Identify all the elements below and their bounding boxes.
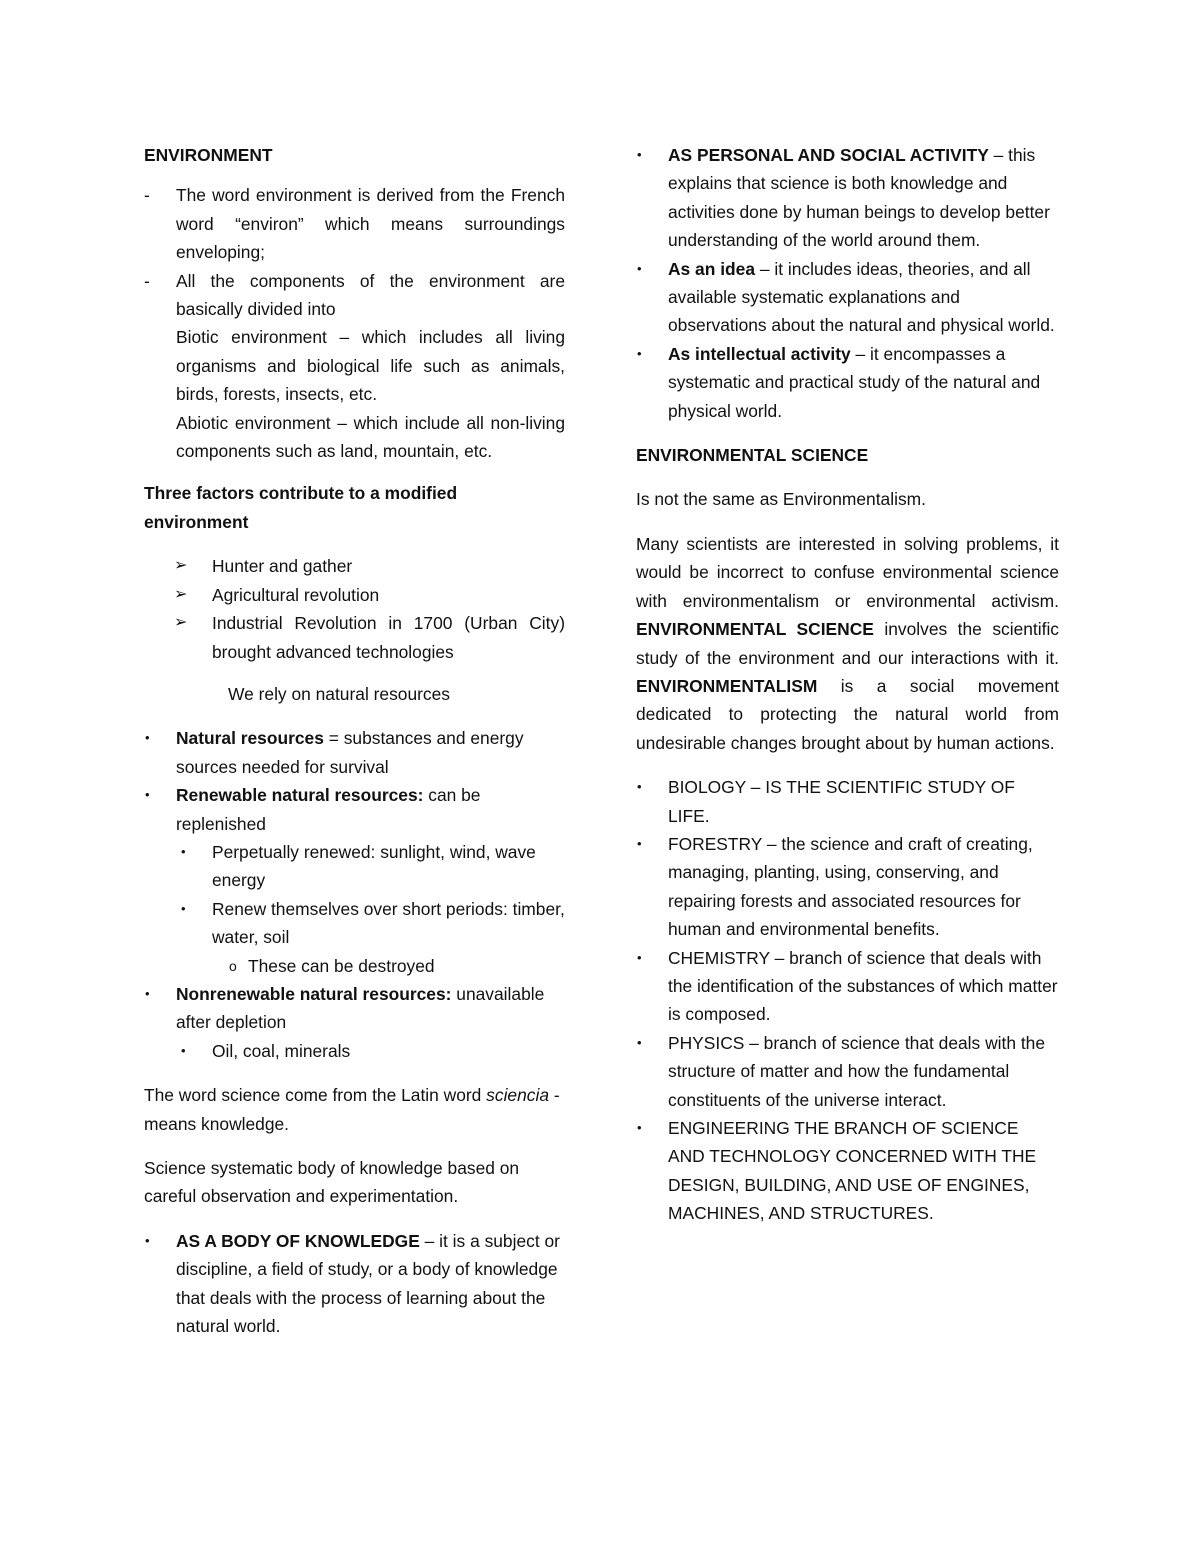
list-item (636, 773, 1059, 830)
factor-item (144, 609, 565, 666)
text: is a social movement dedicated to protecting the natural world from undesirable changes brought about by human actions. (636, 675, 1059, 753)
arrow-bullet-icon: ➢ (174, 614, 188, 632)
definition: – it encompasses a systematic and practical study of the natural and physical world. (668, 343, 1041, 421)
list-item (636, 340, 1059, 425)
list-item (144, 781, 565, 838)
environmental-science-heading: ENVIRONMENTAL SCIENCE (636, 445, 869, 466)
resources-list (144, 724, 565, 1065)
definition: – it includes ideas, theories, and all available systematic explanations and observations about the natural and physical world. (668, 258, 1055, 336)
rely-line: We rely on natural resources (228, 683, 450, 704)
science-origin (144, 1081, 565, 1138)
abiotic-definition: Abiotic environment – which include all non-living components such as land, mountain, etc. (176, 412, 565, 462)
item-text: ENGINEERING THE BRANCH OF SCIENCE AND TECHNOLOGY CONCERNED WITH THE DESIGN, BUILDING, AND USE OF ENGINES, MACHINES, AND STRUCTURES. (668, 1118, 1037, 1224)
definition: = substances and energy sources needed for survival (176, 728, 524, 777)
list-item (636, 141, 1059, 255)
text: involves the scientific study of the environment and our interactions with it. (636, 619, 1060, 668)
bullet-icon: • (181, 900, 186, 916)
bullet-icon: • (637, 260, 642, 276)
list-item (636, 944, 1059, 1029)
term: As intellectual activity (668, 343, 851, 364)
term: Renewable natural resources: (176, 785, 424, 806)
term: As an idea (668, 258, 755, 279)
definition: – it is a subject or discipline, a field of study, or a body of knowledge that deals with the process of learning about the natural world. (176, 1230, 560, 1337)
definition: – this explains that science is both knowledge and activities done by human beings to develop better understanding of the world around them. (668, 145, 1050, 251)
bullet-icon: • (637, 1120, 642, 1135)
factor-text: Hunter and gather (212, 556, 353, 577)
item-text: FORESTRY – the science and craft of creating, managing, planting, using, conserving, and repairing forests and associated resources for human and environmental benefits. (668, 833, 1033, 940)
latin-word: sciencia (486, 1085, 550, 1106)
term: ENVIRONMENTALISM (636, 675, 818, 696)
factor-text: Agricultural revolution (212, 584, 380, 605)
item-text: These can be destroyed (248, 955, 435, 976)
environment-dash-item-2 (144, 267, 565, 324)
factors-list (144, 552, 565, 666)
list-item (144, 1227, 565, 1341)
right-column (636, 141, 1059, 1228)
bullet-icon: • (637, 345, 642, 361)
list-item (636, 1114, 1059, 1228)
dash-text: The word environment is derived from the French word “environ” which means surroundings enveloping; (176, 185, 565, 263)
environment-dash-item-1 (144, 181, 565, 266)
dash-marker: - (144, 185, 150, 206)
term: ENVIRONMENTAL SCIENCE (636, 619, 874, 640)
factor-item (144, 581, 565, 609)
arrow-bullet-icon: ➢ (174, 557, 188, 575)
factor-item (144, 552, 565, 580)
bullet-icon: • (637, 779, 642, 795)
list-item (144, 838, 565, 895)
term: AS PERSONAL AND SOCIAL ACTIVITY (668, 145, 989, 165)
list-item (636, 255, 1059, 340)
item-text: BIOLOGY – IS THE SCIENTIFIC STUDY OF LIFE. (668, 777, 1015, 826)
science-definition: Science systematic body of knowledge based on careful observation and experimentation. (144, 1158, 520, 1207)
bullet-icon: • (637, 949, 642, 965)
item-text: Renew themselves over short periods: timber, water, soil (212, 898, 565, 948)
list-item (144, 724, 565, 781)
bullet-icon: • (637, 835, 642, 851)
text: - means knowledge. (144, 1085, 560, 1134)
environmental-science-paragraph (636, 530, 1059, 757)
text: Many scientists are interested in solving problems, it would be incorrect to confuse environmental science with environmentalism or environmental activism. (636, 533, 1059, 611)
bullet-icon: • (145, 985, 150, 1001)
dash-text: All the components of the environment are basically divided into (176, 270, 565, 320)
definition: unavailable after depletion (176, 983, 545, 1033)
item-text: CHEMISTRY – branch of science that deals with the identification of the substances of which matter is composed. (668, 947, 1058, 1025)
item-text: PHYSICS – branch of science that deals with the structure of matter and how the fundamental constituents of the universe interact. (668, 1032, 1045, 1110)
bullet-icon: • (637, 1034, 642, 1050)
definition: can be replenished (176, 785, 481, 834)
branches-list (636, 773, 1059, 1228)
text: The word science come from the Latin word (144, 1085, 487, 1106)
list-item (144, 952, 565, 980)
biotic-definition: Biotic environment – which includes all living organisms and biological life such as animals, birds, forests, insects, etc. (176, 327, 565, 405)
list-item (636, 1029, 1059, 1114)
bullet-icon: • (145, 730, 150, 746)
term: Natural resources (176, 728, 324, 749)
arrow-bullet-icon: ➢ (174, 585, 188, 603)
factors-heading: Three factors contribute to a modified environment (144, 483, 458, 532)
bullet-icon: • (145, 787, 150, 803)
bullet-icon: • (181, 1042, 186, 1058)
list-item (144, 1037, 565, 1065)
bullet-icon: • (145, 1232, 150, 1248)
bullet-icon: • (181, 843, 186, 859)
circle-bullet-icon: o (229, 957, 237, 974)
item-text: Oil, coal, minerals (212, 1040, 351, 1061)
dash-marker: - (144, 270, 150, 291)
term: Nonrenewable natural resources: (176, 983, 452, 1004)
list-item (636, 830, 1059, 944)
list-item (144, 980, 565, 1037)
list-item (144, 895, 565, 952)
bullet-icon: • (637, 147, 642, 162)
environment-heading: ENVIRONMENT (144, 145, 273, 165)
not-same-line: Is not the same as Environmentalism. (636, 489, 926, 510)
left-column (144, 141, 565, 1340)
term: AS A BODY OF KNOWLEDGE (176, 1230, 420, 1251)
factor-text: Industrial Revolution in 1700 (Urban City) brought advanced technologies (212, 613, 565, 662)
item-text: Perpetually renewed: sunlight, wind, wave energy (212, 841, 536, 891)
